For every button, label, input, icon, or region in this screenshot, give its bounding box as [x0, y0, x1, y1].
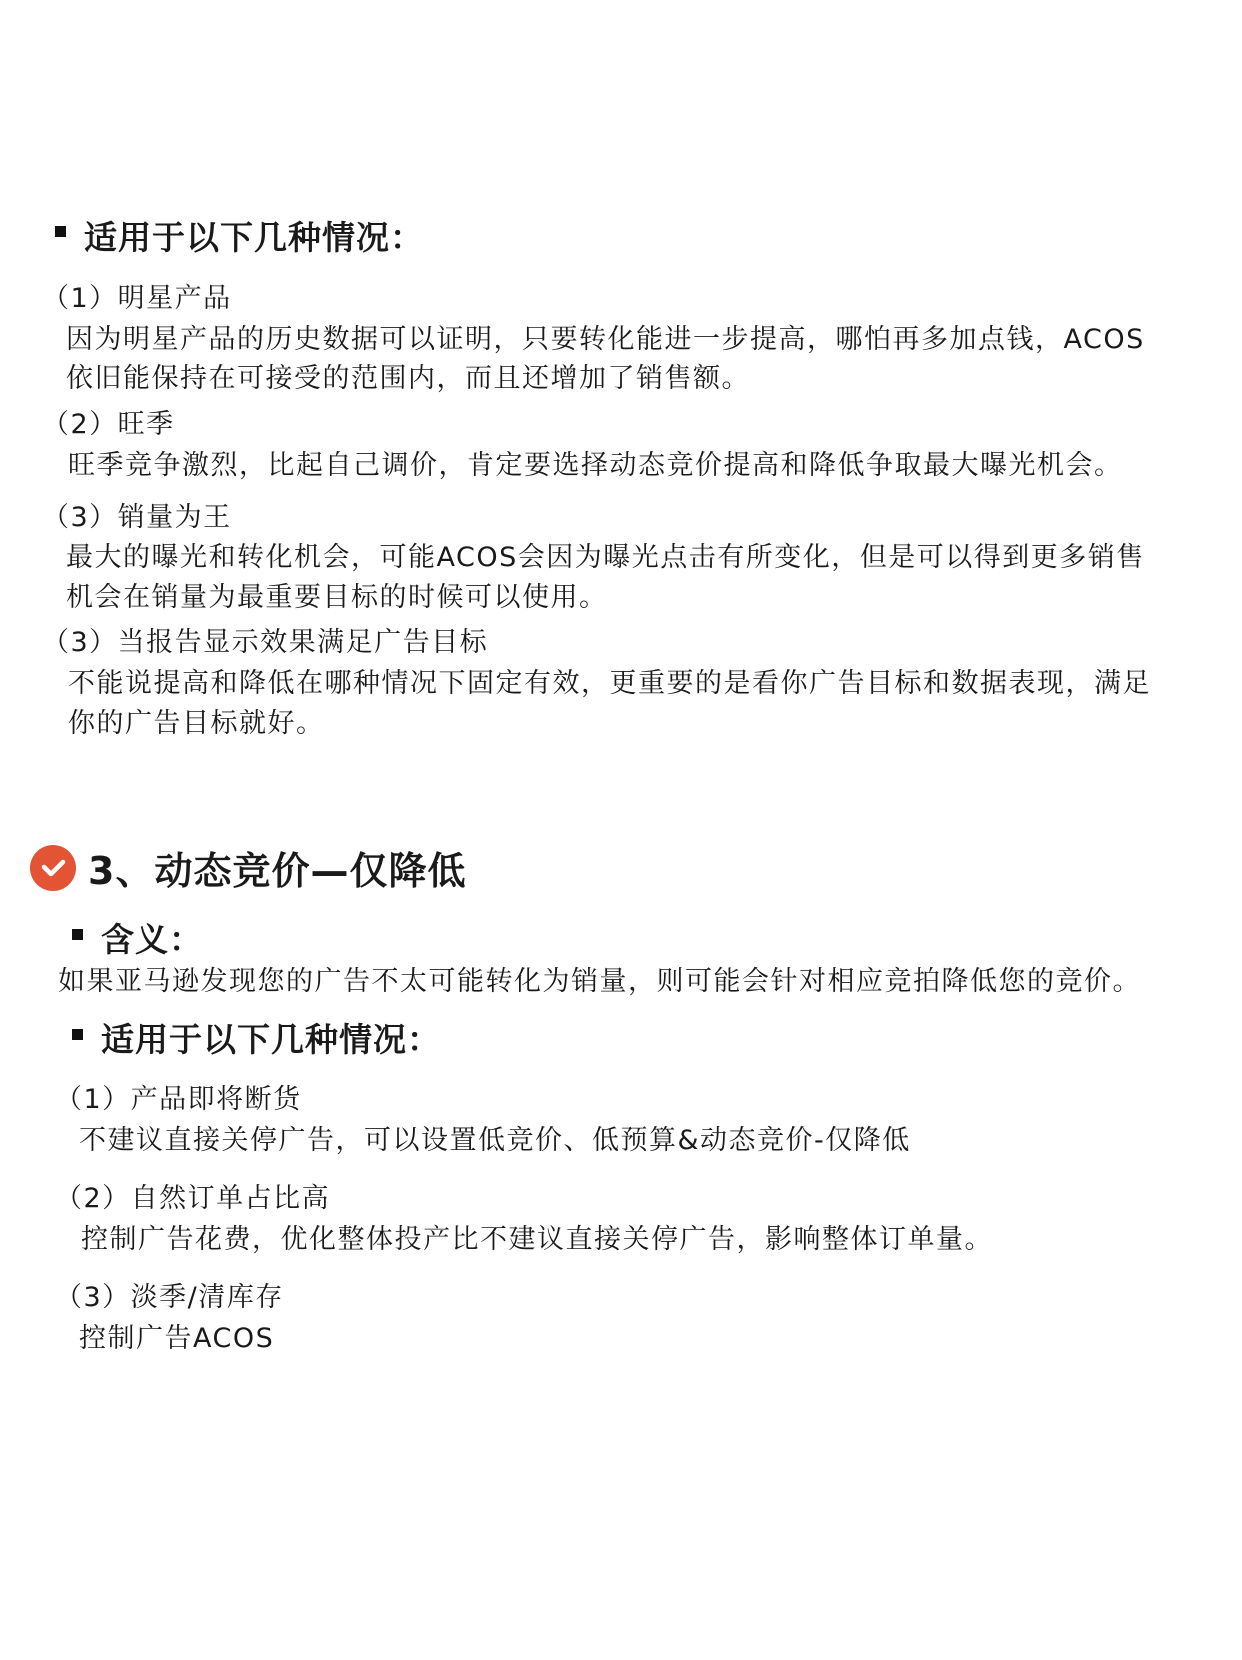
scenario-title: （1）明星产品	[42, 283, 232, 314]
check-circle-icon	[30, 845, 76, 891]
scenario-title: （3）淡季/清库存	[55, 1282, 284, 1313]
bullet-square	[72, 1029, 83, 1040]
scenario-title: （2）旺季	[42, 409, 175, 440]
scenario-body-line: 依旧能保持在可接受的范围内，而且还增加了销售额。	[66, 363, 750, 394]
scenario-title: （1）产品即将断货	[55, 1084, 302, 1115]
scenario-title: （3）销量为王	[42, 502, 232, 533]
bullet-square	[72, 929, 83, 940]
scenario-title: （3）当报告显示效果满足广告目标	[42, 627, 489, 658]
scenarios-heading: 适用于以下几种情况：	[84, 218, 424, 257]
scenario-body-line: 你的广告目标就好。	[68, 708, 325, 739]
meaning-text: 如果亚马逊发现您的广告不太可能转化为销量，则可能会针对相应竞拍降低您的竞价。	[58, 966, 1141, 997]
scenario-body-line: 机会在销量为最重要目标的时候可以使用。	[66, 582, 608, 613]
bullet-square	[55, 226, 66, 237]
scenario-title: （2）自然订单占比高	[55, 1183, 331, 1214]
scenario-body-line: 不能说提高和降低在哪种情况下固定有效，更重要的是看你广告目标和数据表现，满足	[68, 668, 1151, 699]
scenario-body: 不建议直接关停广告，可以设置低竞价、低预算&动态竞价-仅降低	[79, 1125, 911, 1156]
scenario-body: 控制广告花费，优化整体投产比不建议直接关停广告，影响整体订单量。	[81, 1224, 993, 1255]
meaning-heading: 含义：	[101, 920, 203, 959]
scenarios-heading: 适用于以下几种情况：	[101, 1020, 441, 1059]
scenario-body: 控制广告ACOS	[79, 1323, 275, 1354]
scenario-body-line: 旺季竞争激烈，比起自己调价，肯定要选择动态竞价提高和降低争取最大曝光机会。	[68, 450, 1123, 481]
section-title: 3、动态竞价—仅降低	[88, 849, 467, 893]
scenario-body-line: 因为明星产品的历史数据可以证明，只要转化能进一步提高，哪怕再多加点钱，ACOS	[66, 324, 1145, 355]
scenario-body-line: 最大的曝光和转化机会，可能ACOS会因为曝光点击有所变化，但是可以得到更多销售	[66, 542, 1145, 573]
